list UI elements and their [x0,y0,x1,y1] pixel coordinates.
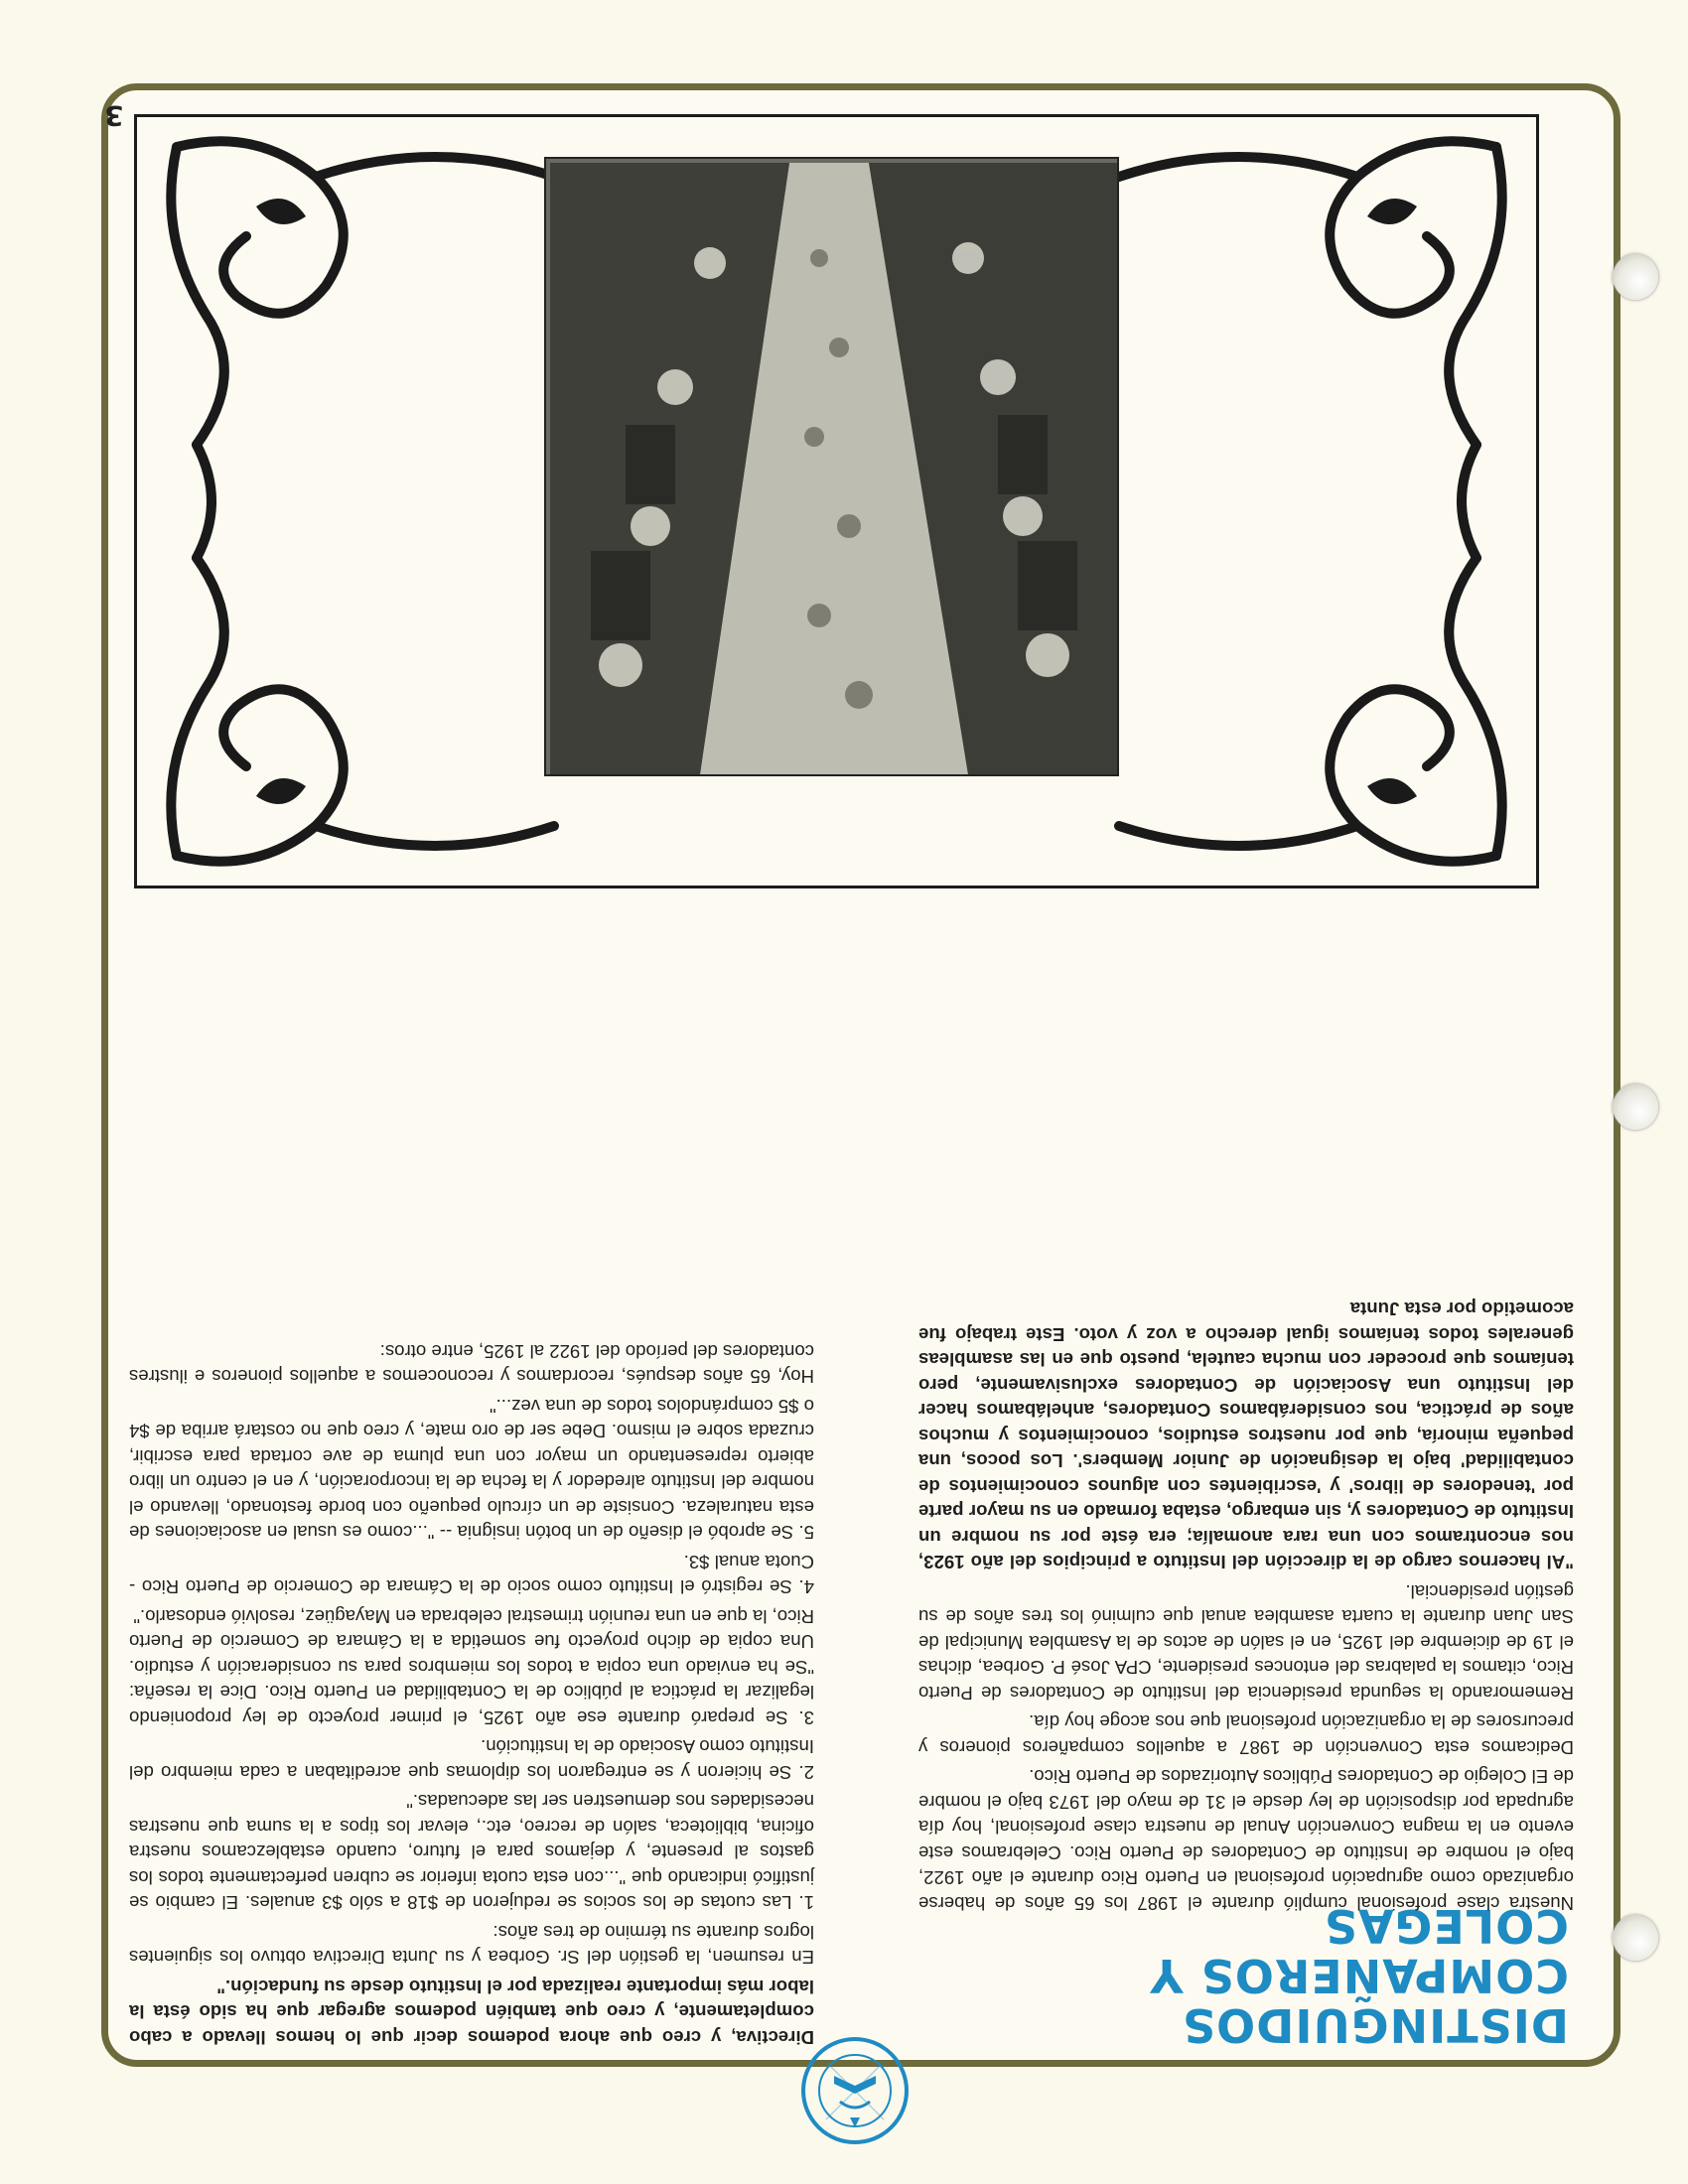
title-line-1: DISTINGUIDOS [1181,1998,1569,2052]
closing-paragraph: Hoy, 65 años después, recordamos y reconocemos a aquellos pioneros e ilustres contadores del período del 1922 al 1925, entre otros: [129,1341,814,1388]
binder-hole-bottom [1613,254,1658,300]
page-title [933,1901,1569,2050]
banquet-photo [544,157,1119,776]
photo-frame [134,114,1539,888]
page-number: 3 [104,99,124,132]
binder-hole-top [1613,1915,1658,1961]
binder-hole-middle [1613,1084,1658,1130]
achievement-item-3: 3. Se preparó durante ese año 1925, el primer proyecto de ley proponiendo legalizar la práctica al público de la Contabilidad en Puerto Rico. Dice la reseña: "Se ha enviado una copia a todos los miembros para su consideración y estudio. Una copia de dicho proyecto fue sometida a la Cámara de Comercio de Puerto Rico, la que en una reunión trimestral celebrada en Mayagüez, resolvió endosarlo." [129,1606,814,1728]
gorbea-quote: "Al hacernos cargo de la dirección del Instituto a principios del año 1923, nos encontramos con una rara anomalía; era éste por su nombre un Instituto de Contadores y, sin embargo, estaba formado en su mayor parte por 'tenedores de libros' y 'escribientes con algunos conocimientos de contabilidad' bajo la designación de Junior Members'. Los pocos, una pequeña minoría, que por nuestros estudios, conocimientos y muchos años de práctica, nos considerábamos Contadores, anhelábamos hacer del Instituto una Asociación de Contadores exclusivamente, pero teníamos que proceder con mucha cautela, puesto que en las asambleas generales todos teníamos igual derecho a voz y voto. Este trabajo fue acometido por esta Junta [918,1298,1574,1573]
achievement-item-1: 1. Las cuotas de los socios se redujeron de $18 a sólo $3 anuales. El cambio se justificó indicando que "...con esta cuota inferior se cubren perfectamente todos los gastos al presente, y dejamos para el futuro, cuando establezcamos nuestra oficina, biblioteca, salón de recreo, etc., elevar los tipos a la suma que nuestras necesidades nos demuestren ser las adecuadas." [129,1791,814,1914]
title-line-2: COMPAÑEROS Y COLEGAS [1149,1899,1569,2002]
second-presidency-paragraph: Rememorando la segunda presidencia del Instituto de Contadores de Puerto Rico, citamos la palabras del entonces presidente, CPA José P. Gorbea, dichas el 19 de diciembre del 1925, en el salón de actos de la Asamblea Municipal de San Juan durante la cuarta asamblea anual que culminó los tres años de su gestión presidencial. [918,1581,1574,1704]
dedication-paragraph: Dedicamos esta Convención de 1987 a aquellos compañeros pioneros y precursores de la organización profesional que nos acoge hoy día. [918,1711,1574,1758]
achievement-item-2: 2. Se hicieron y se entregaron los diplomas que acreditaban a cada miembro del Instituto como Asociado de la Institución. [129,1736,814,1783]
gorbea-quote-continued: Directiva, y creo que ahora podemos decir que lo hemos llevado a cabo completamente, y creo que también podemos agregar que ha sido ésta la labor más importante realizada por el Instituto desde su fundación." [129,1977,814,2048]
achievement-item-4: 4. Se registró el Instituto como socio de la Cámara de Comercio de Puerto Rico - Cuota anual $3. [129,1552,814,1598]
right-column [129,1339,814,2051]
banquet-photo-image [550,163,1117,774]
achievement-item-5: 5. Se aprobó el diseño de un botón insignia -- "...como es usual en asociaciones de esta naturaleza. Consiste de un círculo pequeño con borde festonado, llevando el nombre del Instituto alrededor y la fecha de la incorporación, y en el centro un libro abierto representando un mayor con una pluma de ave cortada para escribir, cruzada sobre el mismo. Debe ser de oro mate, y creo que no costará arriba de $4 o $5 comprándolos todos de una vez..." [129,1396,814,1544]
left-column [918,1297,1574,1916]
summary-paragraph: En resumen, la gestión del Sr. Gorbea y su Junta Directiva obtuvo los siguientes logros durante su término de tres años: [129,1922,814,1969]
intro-paragraph: Nuestra clase profesional cumplió durante el 1987 los 65 años de haberse organizado como agrupación profesional en Puerto Rico durante el año 1922, bajo el nombre de Instituto de Contadores de Puerto Rico. Celebramos este evento en la magna Convención Anual de nuestra clase profesional, hoy día agrupada por disposición de ley desde el 31 de mayo del 1973 bajo el nombre de El Colegio de Contadores Públicos Autorizados de Puerto Rico. [918,1766,1574,1914]
